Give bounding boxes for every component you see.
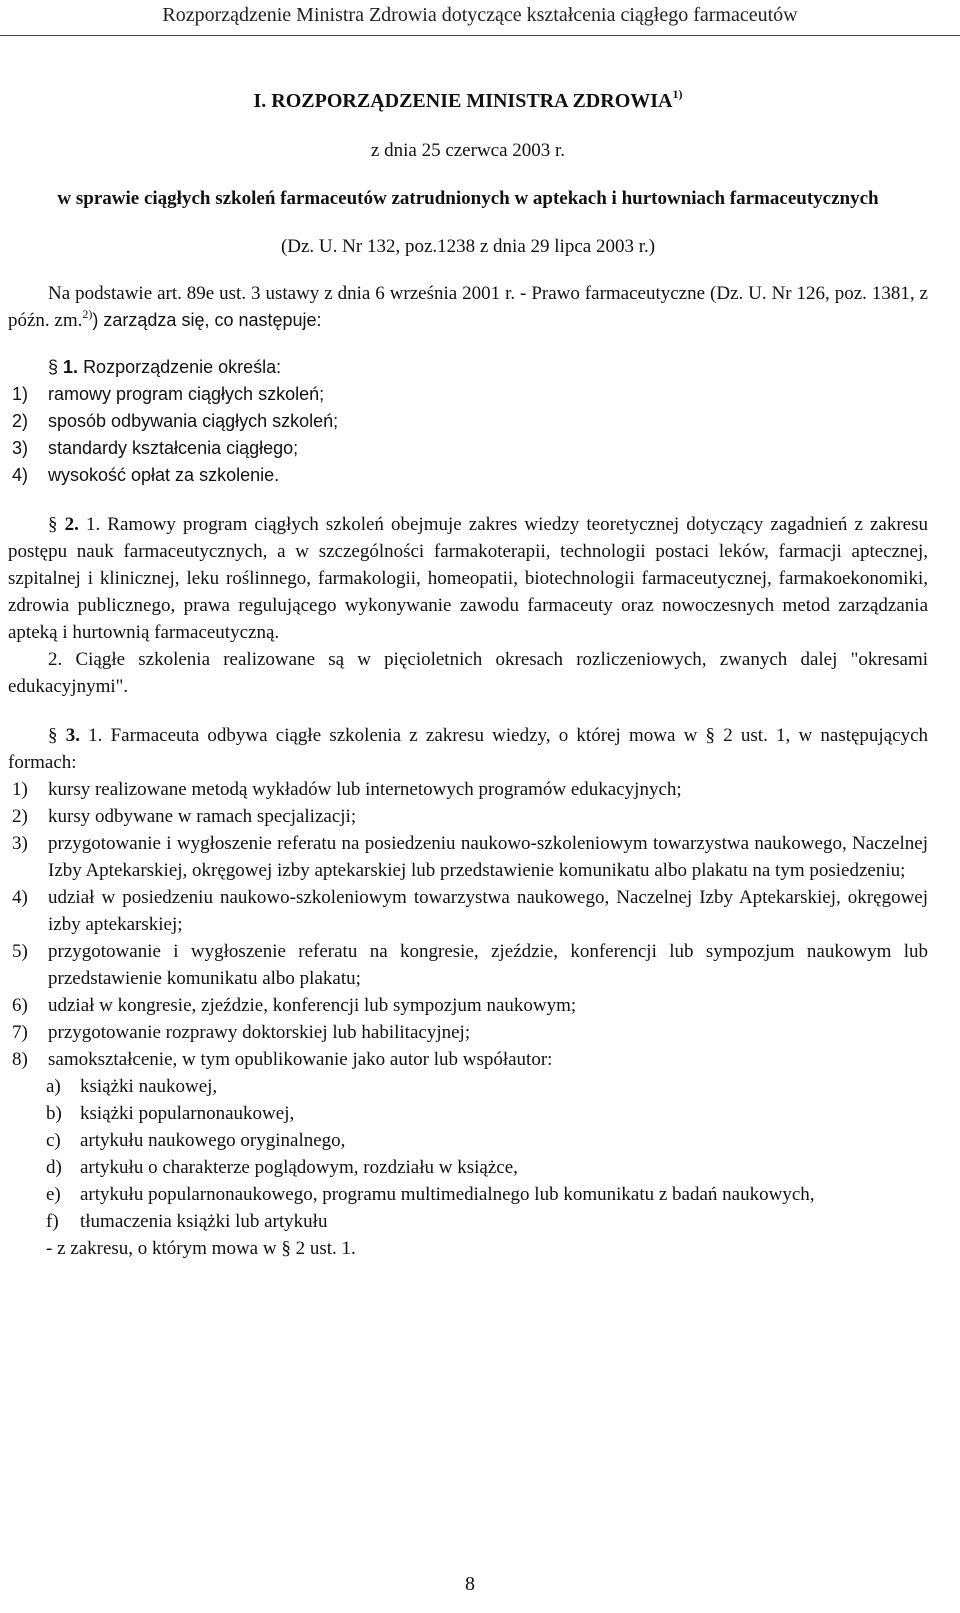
section-1-list — [8, 381, 928, 489]
list-item: 1) kursy realizowane metodą wykładów lub internetowych programów edukacyjnych; — [12, 779, 682, 800]
section-3-number: 3. — [65, 725, 80, 746]
list-item: 3) standardy kształcenia ciągłego; — [12, 438, 299, 458]
document-body — [8, 88, 928, 1262]
list-item: 1) ramowy program ciągłych szkoleń; — [12, 384, 325, 404]
list-item: 5) przygotowanie i wygłoszenie referatu na kongresie, zjeździe, konferencji lub sympozjum naukowym lub przedstawienie komunikatu albo plakatu; — [12, 941, 928, 989]
list-item: 2) sposób odbywania ciągłych szkoleń; — [12, 411, 339, 431]
section-sign: § — [48, 357, 59, 377]
section-3-tail: - z zakresu, o którym mowa w § 2 ust. 1. — [46, 1238, 356, 1259]
list-item: a) książki naukowej, — [46, 1076, 218, 1097]
preamble: Na podstawie art. 89e ust. 3 ustawy z dnia 6 września 2001 r. - Prawo farmaceutyczne (Dz. U. Nr 126, poz. 1381, z późn. zm.$^{2)}$) zarządza się, co następuje: — [8, 283, 928, 331]
list-item: b) książki popularnonaukowej, — [46, 1103, 295, 1124]
list-item: 6) udział w kongresie, zjeździe, konferencji lub sympozjum naukowym; — [12, 995, 577, 1016]
publication-reference: (Dz. U. Nr 132, poz.1238 z dnia 29 lipca 2003 r.) — [280, 236, 656, 257]
list-item: f) tłumaczenia książki lub artykułu — [46, 1211, 328, 1232]
list-item: 7) przygotowanie rozprawy doktorskiej lub habilitacyjnej; — [12, 1022, 471, 1043]
running-header: Rozporządzenie Ministra Zdrowia dotyczące kształcenia ciągłego farmaceutów — [0, 0, 960, 36]
document-date: z dnia 25 czerwca 2003 r. — [370, 140, 566, 161]
list-item: 3) przygotowanie i wygłoszenie referatu na posiedzeniu naukowo-szkoleniowym towarzystwa naukowego, Naczelnej Izby Aptekarskiej, okręgowej izby aptekarskiej lub przedstawienie komunikatu albo plakatu na tym posiedzeniu; — [12, 833, 928, 881]
list-item: 4) udział w posiedzeniu naukowo-szkoleniowym towarzystwa naukowego, Naczelnej Izby Aptekarskiej, okręgowej izby aptekarskiej; — [12, 887, 928, 935]
document-subject: w sprawie ciągłych szkoleń farmaceutów zatrudnionych w aptekach i hurtowniach farmaceutycznych — [57, 188, 879, 209]
preamble-footnote-ref: 2) — [82, 307, 93, 321]
document-title: I. ROZPORZĄDZENIE MINISTRA ZDROWIA$^{1)}$ — [253, 87, 683, 112]
section-3-list — [8, 776, 928, 1073]
list-item: 4) wysokość opłat za szkolenie. — [12, 465, 280, 485]
page-number: 8 — [465, 1573, 475, 1595]
section-sign: § — [705, 725, 715, 746]
title-footnote-ref: 1) — [672, 87, 683, 101]
section-1-number: 1. — [63, 357, 79, 377]
list-item: c) artykułu naukowego oryginalnego, — [46, 1130, 346, 1151]
section-2-paragraph-1: Ramowy program ciągłych szkoleń obejmuje zakres wiedzy teoretycznej dotyczący zagadnień z zakresu postępu nauk farmaceutycznych, a w szczególności farmakoterapii, technologii postaci leków, farmacji aptecznej, szpitalnej i klinicznej, leku roślinnego, farmakologii, homeopatii, biotechnologii farmaceutycznej, farmakoekonomiki, zdrowia publicznego, prawa regulującego wykonywanie zawodu farmaceuty oraz nowoczesnych metod zarządzania apteką i hurtownią farmaceutyczną. — [8, 514, 929, 643]
list-item: d) artykułu o charakterze poglądowym, rozdziału w książce, — [46, 1157, 518, 1178]
list-item: 2) kursy odbywane w ramach specjalizacji; — [12, 806, 357, 827]
section-2: § 2. 1. Ramowy program ciągłych szkoleń obejmuje zakres wiedzy teoretycznej dotyczący zagadnień z zakresu postępu nauk farmaceutycznych, a w szczególności farmakoterapii, technologii postaci leków, farmacji aptecznej, szpitalnej i klinicznej, leku roślinnego, farmakologii, homeopatii, biotechnologii farmaceutycznej, farmakoekonomiki, zdrowia publicznego, prawa regulującego wykonywanie zawodu farmaceuty oraz nowoczesnych metod zarządzania apteką i hurtownią farmaceutyczną. 2. Ciągłe szkolenia realizowane są w pięcioletnich okresach rozliczeniowych, zwanych dalej "okresami edukacyjnymi". — [8, 514, 929, 697]
section-3: § 3. 1. Farmaceuta odbywa ciągłe szkolenia z zakresu wiedzy, o której mowa w § 2 ust. 1, w następujących formach: 1) kursy realizowane metodą wykładów lub internetowych programów edukacyjnych; 2) kursy odbywane w ramach specjalizacji; 3) przygotowanie i wygłoszenie referatu na posiedzeniu naukowo-szkoleniowym towarzystwa naukowego, Naczelnej Izby Aptekarskiej, okręgowej izby aptekarskiej lub przedstawienie komunikatu albo plakatu na tym posiedzeniu; 4) udział w posiedzeniu naukowo-szkoleniowym towarzystwa naukowego, Naczelnej Izby Aptekarskiej, okręgowej izby aptekarskiej; 5) przygotowanie i wygłoszenie referatu na kongresie, zjeździe, konferencji lub sympozjum naukowym lub przedstawienie komunikatu albo plakatu; 6) udział w kongresie, zjeździe, konferencji lub sympozjum naukowym; 7) przygotowanie rozprawy doktorskiej lub habilitacyjnej; 8) samokształcenie, w tym opublikowanie jako autor lub współautor: a) książki naukowej, b) książki popularnonaukowej, c) artykułu naukowego oryginalnego, d) artykułu o charakterze poglądowym, rozdziału w książce, e) artykułu popularnonaukowego, programu multimedialnego lub komunikatu z badań naukowych, f) tłumaczenia książki lub artykułu - z zakresu, o którym mowa w § 2 ust. 1. — [8, 722, 928, 1262]
section-1-text: Rozporządzenie określa: — [83, 357, 282, 377]
section-3-sublist — [8, 1073, 928, 1235]
section-sign: § — [48, 514, 58, 535]
list-item: 8) samokształcenie, w tym opublikowanie jako autor lub współautor: — [12, 1049, 553, 1070]
section-sign: § — [48, 725, 58, 746]
section-1 — [8, 354, 928, 489]
section-2-paragraph-2: Ciągłe szkolenia realizowane są w pięcioletnich okresach rozliczeniowych, zwanych dalej "okresami edukacyjnymi". — [8, 649, 929, 697]
list-item: e) artykułu popularnonaukowego, programu multimedialnego lub komunikatu z badań naukowych, — [46, 1184, 815, 1205]
section-2-number: 2. — [64, 514, 79, 535]
